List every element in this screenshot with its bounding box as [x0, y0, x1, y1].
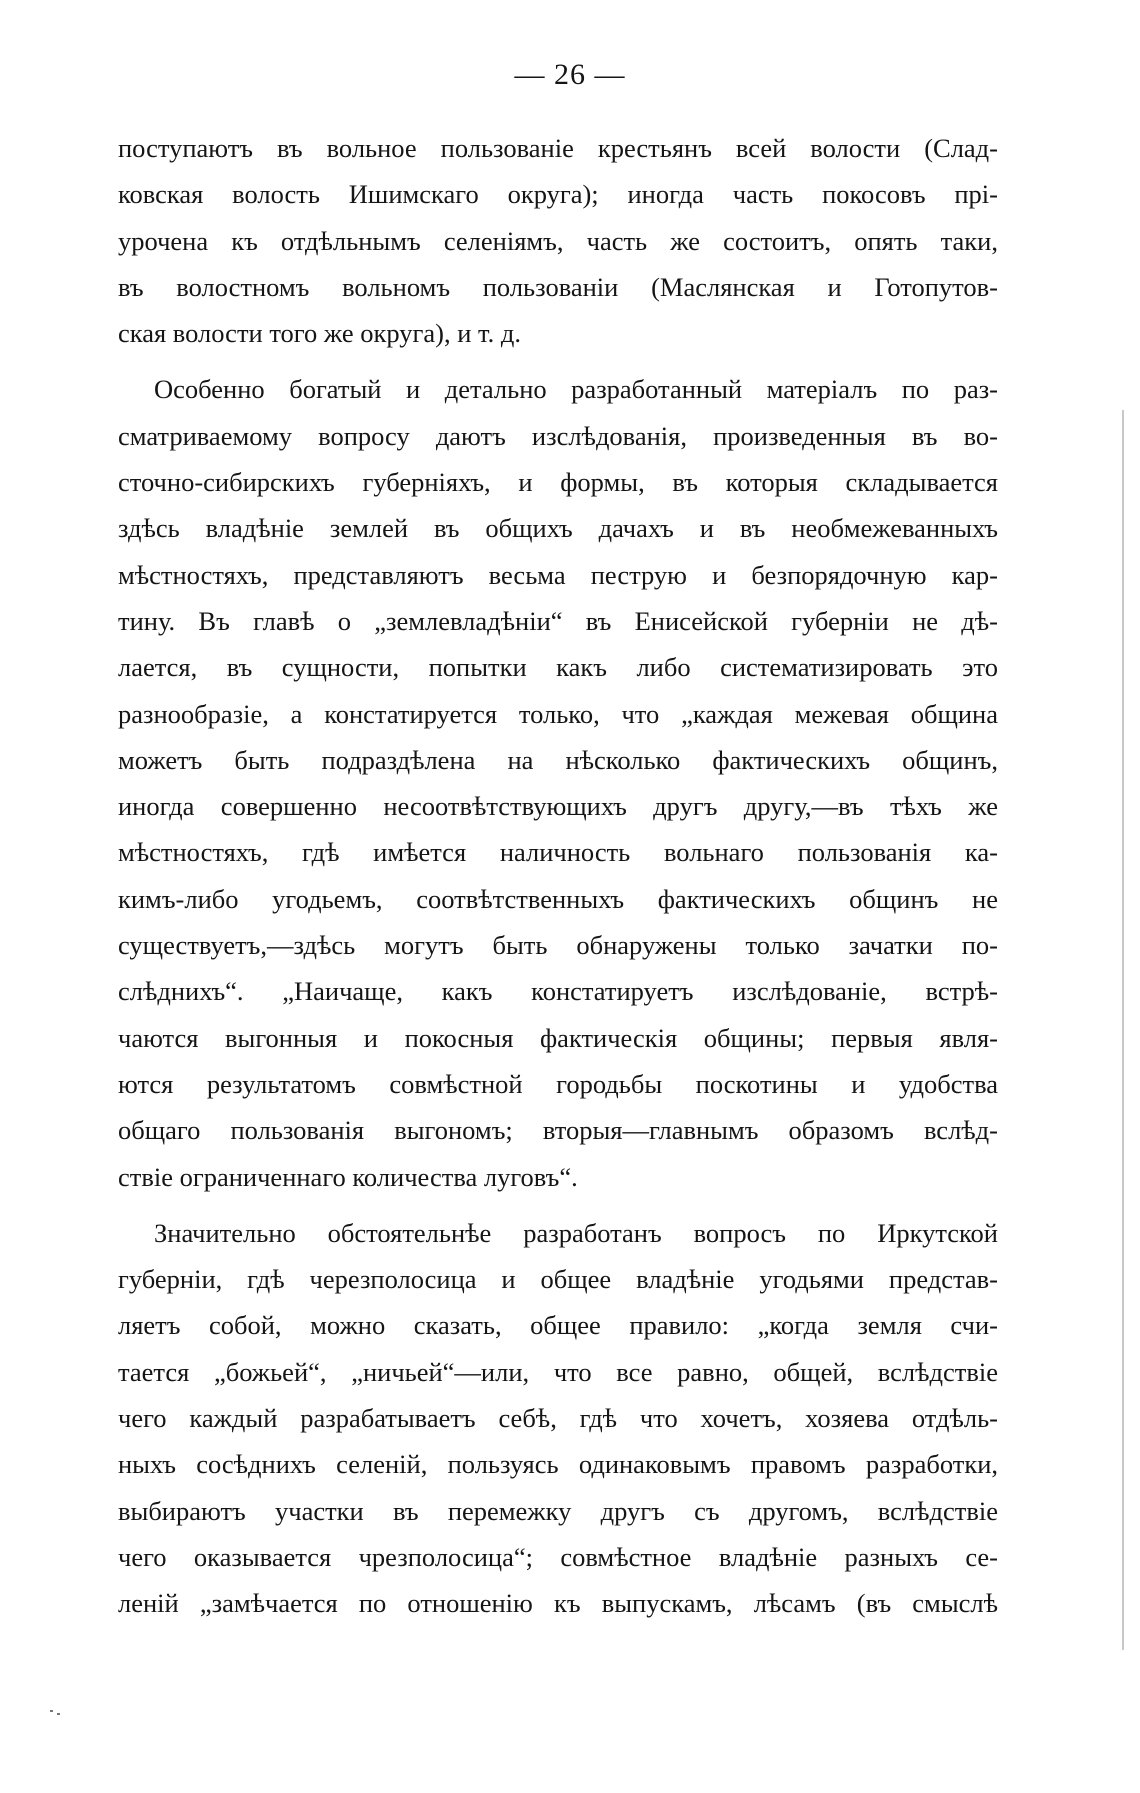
- scan-speck: [57, 1713, 60, 1715]
- text-line: губерніи, гдѣ черезполосица и общее владѣніе угодьями представ-: [118, 1264, 998, 1295]
- text-line: иногда совершенно несоотвѣтствующихъ другъ другу,—въ тѣхъ же: [118, 791, 998, 822]
- text-line: мѣстностяхъ, представляютъ весьма пеструю и безпорядочную кар-: [118, 559, 998, 590]
- text-line: леній „замѣчается по отношенію къ выпускамъ, лѣсамъ (въ смыслѣ: [118, 1588, 998, 1619]
- scan-edge-line: [1122, 410, 1124, 1650]
- text-line: Значительно обстоятельнѣе разработанъ вопросъ по Иркутской: [154, 1217, 998, 1248]
- text-line: урочена къ отдѣльнымъ селеніямъ, часть же состоитъ, опять таки,: [118, 225, 998, 256]
- text-line: тину. Въ главѣ о „землевладѣніи“ въ Енисейской губерніи не дѣ-: [118, 605, 998, 636]
- text-line: лается, въ сущности, попытки какъ либо систематизировать это: [118, 652, 998, 683]
- paragraph-3: [118, 1210, 998, 1627]
- text-line: чего оказывается чрезполосица“; совмѣстное владѣніе разныхъ се-: [118, 1541, 998, 1572]
- text-line: ская волости того же округа), и т. д.: [118, 318, 521, 349]
- text-line: кимъ-либо угодьемъ, соотвѣтственныхъ фактическихъ общинъ не: [118, 883, 998, 914]
- text-line: поступаютъ въ вольное пользованіе крестьянъ всей волости (Слад-: [118, 133, 998, 163]
- text-line: тается „божьей“, „ничьей“—или, что все равно, общей, вслѣдствіе: [118, 1356, 998, 1387]
- text-line: слѣднихъ“. „Наичаще, какъ констатируетъ изслѣдованіе, встрѣ-: [118, 976, 998, 1007]
- scan-speck: [50, 1710, 53, 1712]
- body-text: [118, 125, 998, 1637]
- text-line: можетъ быть подраздѣлена на нѣсколько фактическихъ общинъ,: [118, 744, 998, 775]
- text-line: ляетъ собой, можно сказать, общее правило: „когда земля счи-: [118, 1310, 998, 1341]
- text-line: здѣсь владѣніе землей въ общихъ дачахъ и въ необмежеванныхъ: [118, 513, 998, 544]
- text-line: ются результатомъ совмѣстной городьбы поскотины и удобства: [118, 1068, 998, 1099]
- text-line: ковская волость Ишимскаго округа); иногда часть покосовъ прі-: [118, 179, 998, 210]
- text-line: чаются выгонныя и покосныя фактическія общины; первыя явля-: [118, 1022, 998, 1053]
- text-line: чего каждый разрабатываетъ себѣ, гдѣ что хочетъ, хозяева отдѣль-: [118, 1403, 998, 1434]
- paragraph-1: [118, 125, 998, 356]
- text-line: сточно-сибирскихъ губерніяхъ, и формы, въ которыя складывается: [118, 467, 998, 498]
- paragraph-2: [118, 366, 998, 1199]
- text-line: разнообразіе, а констатируется только, что „каждая межевая община: [118, 698, 998, 729]
- text-line: существуетъ,—здѣсь могутъ быть обнаружены только зачатки по-: [118, 930, 998, 961]
- text-line: общаго пользованія выгономъ; вторыя—главнымъ образомъ вслѣд-: [118, 1115, 998, 1146]
- text-line: ствіе ограниченнаго количества луговъ“.: [118, 1161, 578, 1192]
- page-number: — 26 —: [514, 58, 626, 91]
- text-line: Особенно богатый и детально разработанный матеріалъ по раз-: [154, 374, 998, 405]
- text-line: сматриваемому вопросу даютъ изслѣдованія, произведенныя въ во-: [118, 420, 998, 451]
- text-line: выбираютъ участки въ перемежку другъ съ другомъ, вслѣдствіе: [118, 1495, 998, 1526]
- text-line: ныхъ сосѣднихъ селеній, пользуясь одинаковымъ правомъ разработки,: [118, 1449, 998, 1480]
- text-line: въ волостномъ вольномъ пользованіи (Маслянская и Готопутов-: [118, 271, 998, 302]
- text-line: мѣстностяхъ, гдѣ имѣется наличность вольнаго пользованія ка-: [118, 837, 998, 868]
